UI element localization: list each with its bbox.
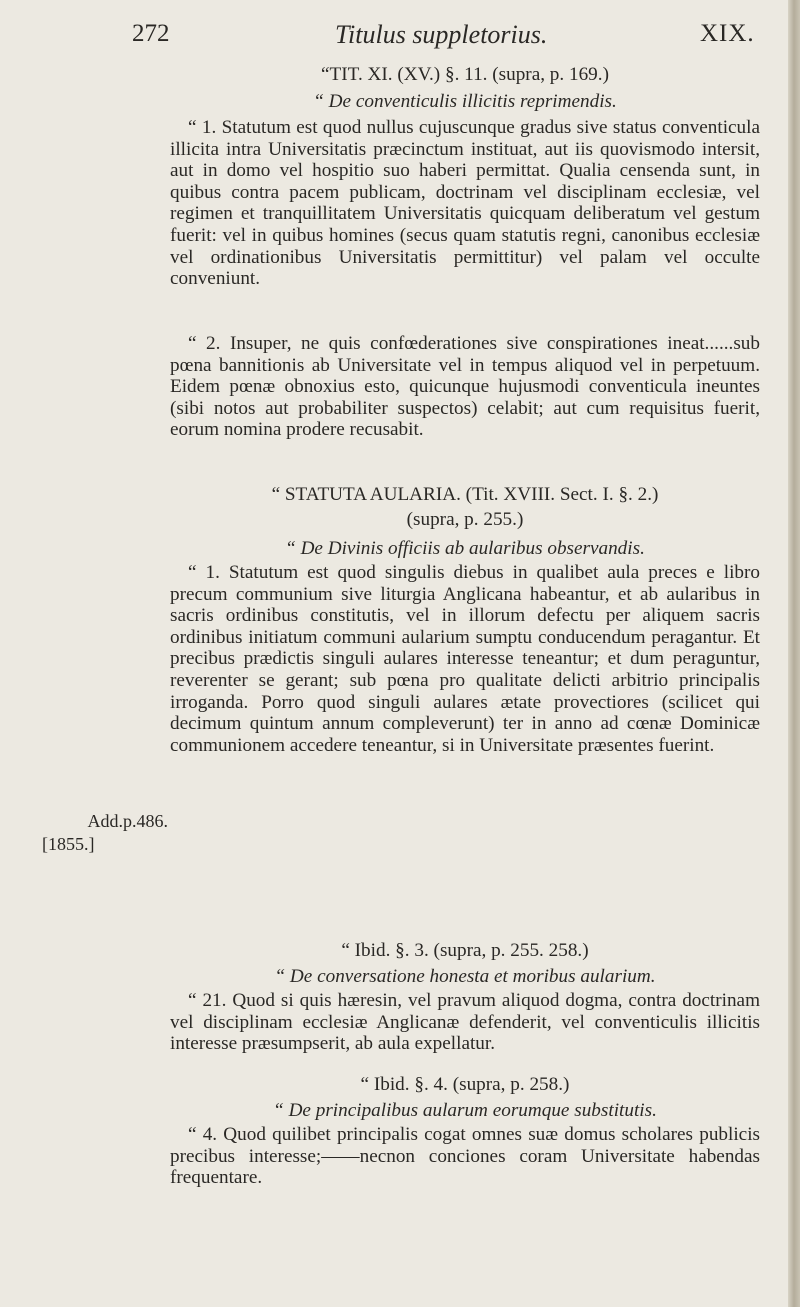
running-title: Titulus suppletorius.: [335, 20, 548, 49]
running-header: [0, 18, 788, 54]
margin-note: [1855.]: [42, 834, 95, 854]
paragraph-text: “ 2. Insuper, ne quis confœderationes sive conspirationes ineat......sub pœna bannitionis ab Universitate vel in tempus aliquod vel in perpetuum. Eidem pœnæ obnoxius esto, quicunque hujusmodi conventicula ineuntes (sibi notos aut probabiliter suspectos) celabit; aut cum requisitus fuerit, eorum nomina prodere recusabit.: [170, 333, 760, 441]
page-edge: [788, 0, 800, 1307]
page-number: 272: [132, 20, 170, 47]
heading-line: (supra, p. 255.): [406, 508, 524, 530]
section-number: XIX.: [700, 20, 755, 47]
statute-subheading: [170, 91, 760, 113]
statute-subheading: [170, 1100, 760, 1122]
paragraph-3: [170, 562, 760, 756]
margin-note: Add.p.486.: [87, 811, 168, 831]
ibid-heading: [170, 940, 760, 962]
paragraph-2: [170, 333, 760, 441]
subheading-line: “ De Divinis officiis ab aularibus observandis.: [285, 538, 645, 559]
paragraph-1: [170, 117, 760, 290]
paragraph-5: [170, 1124, 760, 1189]
heading-line: “ Ibid. §. 3. (supra, p. 255. 258.): [341, 940, 589, 961]
paragraph-text: “ 21. Quod si quis hæresin, vel pravum aliquod dogma, contra doctrinam vel disciplinam ecclesiæ Anglicanæ defenderit, vel conventiculis illicitis interesse præsumpserit, ab aula expellatur.: [170, 990, 760, 1055]
heading-line: “TIT. XI. (XV.) §. 11. (supra, p. 169.): [321, 64, 609, 85]
statute-subheading: [170, 538, 760, 560]
ibid-heading: [170, 1074, 760, 1096]
heading-line: “ STATUTA AULARIA. (Tit. XVIII. Sect. I. §. 2.): [271, 484, 659, 505]
paragraph-text: “ 1. Statutum est quod singulis diebus in qualibet aula preces e libro precum communium sive liturgia Anglicana habeantur, et ab aularibus in sacris ordinibus constitutis, vel in illorum defectu per aliquem sacris ordinibus initiatum communi aularium sumptu conducendum peragantur. Et precibus prædictis singuli aulares interesse teneantur; et dum peraguntur, reverenter se gerant; sub pœna pro qualitate delicti arbitrio principalis irroganda. Porro quod singuli aulares ætate provectiores (scilicet qui decimum quintum annum compleverunt) ter in anno ad cœnæ Dominicæ communionem accedere teneantur, si in Universitate præsentes fuerint.: [170, 562, 760, 756]
subheading-line: “ De conventiculis illicitis reprimendis.: [313, 91, 617, 112]
heading-line: “ Ibid. §. 4. (supra, p. 258.): [360, 1074, 570, 1095]
statute-subheading: [170, 966, 760, 988]
paragraph-4: [170, 990, 760, 1055]
paragraph-text: “ 4. Quod quilibet principalis cogat omnes suæ domus scholares publicis precibus interesse;——necnon conciones coram Universitate habendas frequentare.: [170, 1124, 760, 1189]
subheading-line: “ De principalibus aularum eorumque substitutis.: [273, 1100, 657, 1121]
statuta-aularia-heading: [170, 484, 760, 530]
paragraph-text: “ 1. Statutum est quod nullus cujuscunque gradus sive status conventicula illicita intra Universitatis præcinctum instituat, aut iis quovismodo intersit, aut in domo vel hospitio suo haberi permittat. Qualia censenda sunt, in quibus contra pacem publicam, doctrinam vel disciplinam ecclesiæ, vel regimen et tranquillitatem Universitatis quicquam deliberatum vel gestum fuerit: vel in quibus homines (secus quam statutis regni, canonibus ecclesiæ vel ordinationibus Universitatis permittitur) vel palam vel occulte conveniunt.: [170, 117, 760, 290]
subheading-line: “ De conversatione honesta et moribus aularium.: [274, 966, 656, 987]
statute-heading-tit-xi: [170, 64, 760, 86]
